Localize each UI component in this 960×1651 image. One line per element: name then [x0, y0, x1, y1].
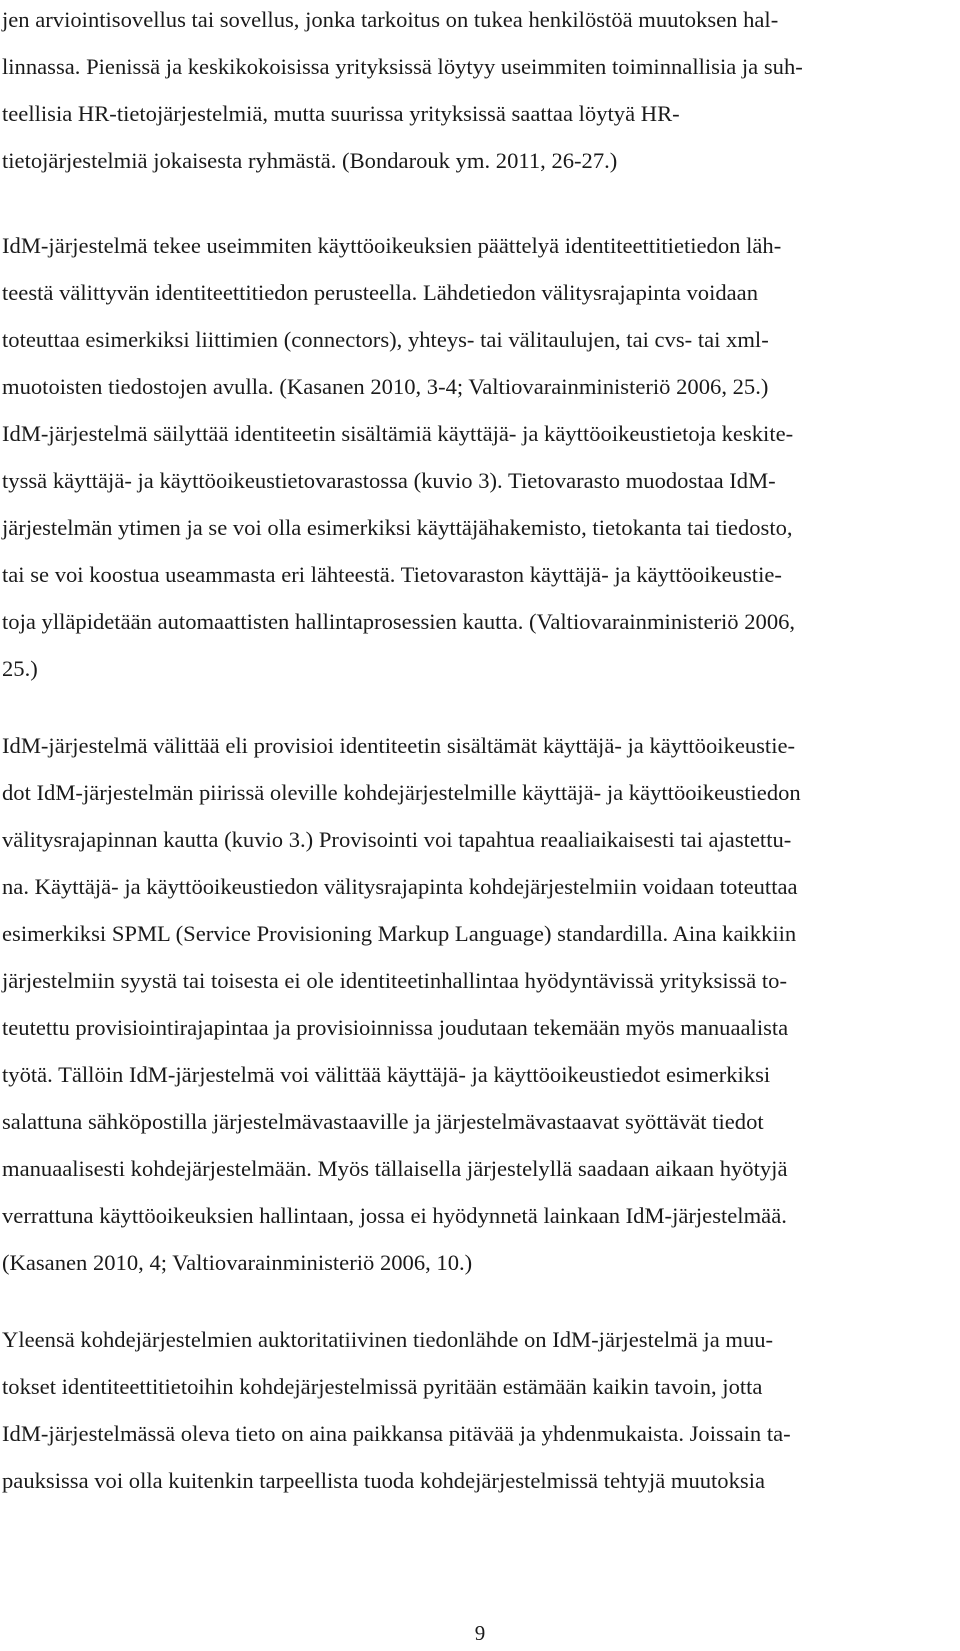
text-line: teutettu provisiointirajapintaa ja provisioinnissa joudutaan tekemään myös manuaalista [2, 1015, 789, 1040]
text-line: salattuna sähköpostilla järjestelmävastaaville ja järjestelmävastaavat syöttävät tiedot [2, 1109, 764, 1134]
text-line: toja ylläpidetään automaattisten hallintaprosessien kautta. (Valtiovarainministeriö 2006, [2, 609, 796, 634]
text-line: esimerkiksi SPML (Service Provisioning Markup Language) standardilla. Aina kaikkiin [2, 921, 797, 946]
page-number: 9 [474, 1621, 486, 1645]
text-line: välitysrajapinnan kautta (kuvio 3.) Provisointi voi tapahtua reaaliaikaisesti tai ajastettu- [2, 827, 792, 852]
text-line: dot IdM-järjestelmän piirissä oleville kohdejärjestelmille käyttäjä- ja käyttöoikeustiedon [2, 780, 801, 805]
text-line: na. Käyttäjä- ja käyttöoikeustiedon välitysrajapinta kohdejärjestelmiin voidaan toteuttaa [2, 874, 798, 899]
text-line: Yleensä kohdejärjestelmien auktoritatiivinen tiedonlähde on IdM-järjestelmä ja muu- [2, 1327, 774, 1352]
text-line: tietojärjestelmiä jokaisesta ryhmästä. (Bondarouk ym. 2011, 26-27.) [2, 148, 618, 173]
text-line: 25.) [2, 656, 38, 681]
text-line: tai se voi koostua useammasta eri lähteestä. Tietovaraston käyttäjä- ja käyttöoikeustie- [2, 562, 782, 587]
text-line: tyssä käyttäjä- ja käyttöoikeustietovarastossa (kuvio 3). Tietovarasto muodostaa IdM- [2, 468, 776, 493]
text-line: järjestelmiin syystä tai toisesta ei ole identiteetinhallintaa hyödyntävissä yrityksissä to- [2, 968, 787, 993]
text-line: teestä välittyvän identiteettitiedon perusteella. Lähdetiedon välitysrajapinta voidaan [2, 280, 758, 305]
text-line: (Kasanen 2010, 4; Valtiovarainministeriö 2006, 10.) [2, 1250, 473, 1275]
text-line: linnassa. Pienissä ja keskikokoisissa yrityksissä löytyy useimmiten toiminnallisia ja suh- [2, 54, 803, 79]
text-line: IdM-järjestelmä tekee useimmiten käyttöoikeuksien päättelyä identiteettitietiedon läh- [2, 233, 782, 258]
text-line: järjestelmän ytimen ja se voi olla esimerkiksi käyttäjähakemisto, tietokanta tai tiedosto, [2, 515, 793, 540]
text-line: pauksissa voi olla kuitenkin tarpeellista tuoda kohdejärjestelmissä tehtyjä muutoksia [2, 1468, 766, 1493]
text-line: toteuttaa esimerkiksi liittimien (connectors), yhteys- tai välitaulujen, tai cvs- tai xml- [2, 327, 769, 352]
text-line: IdM-järjestelmä välittää eli provisioi identiteetin sisältämät käyttäjä- ja käyttöoikeustie- [2, 733, 796, 758]
text-line: verrattuna käyttöoikeuksien hallintaan, jossa ei hyödynnetä lainkaan IdM-järjestelmää. [2, 1203, 787, 1228]
text-line: muotoisten tiedostojen avulla. (Kasanen 2010, 3-4; Valtiovarainministeriö 2006, 25.) [2, 374, 769, 399]
text-line: teellisia HR-tietojärjestelmiä, mutta suurissa yrityksissä saattaa löytyä HR- [2, 101, 680, 126]
text-line: IdM-järjestelmässä oleva tieto on aina paikkansa pitävää ja yhdenmukaista. Joissain ta- [2, 1421, 791, 1446]
text-line: työtä. Tällöin IdM-järjestelmä voi välittää käyttäjä- ja käyttöoikeustiedot esimerkiksi [2, 1062, 771, 1087]
text-line: jen arviointisovellus tai sovellus, jonka tarkoitus on tukea henkilöstöä muutoksen hal- [2, 7, 779, 32]
text-line: manuaalisesti kohdejärjestelmään. Myös tällaisella järjestelyllä saadaan aikaan hyötyjä [2, 1156, 788, 1181]
text-line: IdM-järjestelmä säilyttää identiteetin sisältämiä käyttäjä- ja käyttöoikeustietoja keskite- [2, 421, 794, 446]
text-line: tokset identiteettitietoihin kohdejärjestelmissä pyritään estämään kaikin tavoin, jotta [2, 1374, 763, 1399]
